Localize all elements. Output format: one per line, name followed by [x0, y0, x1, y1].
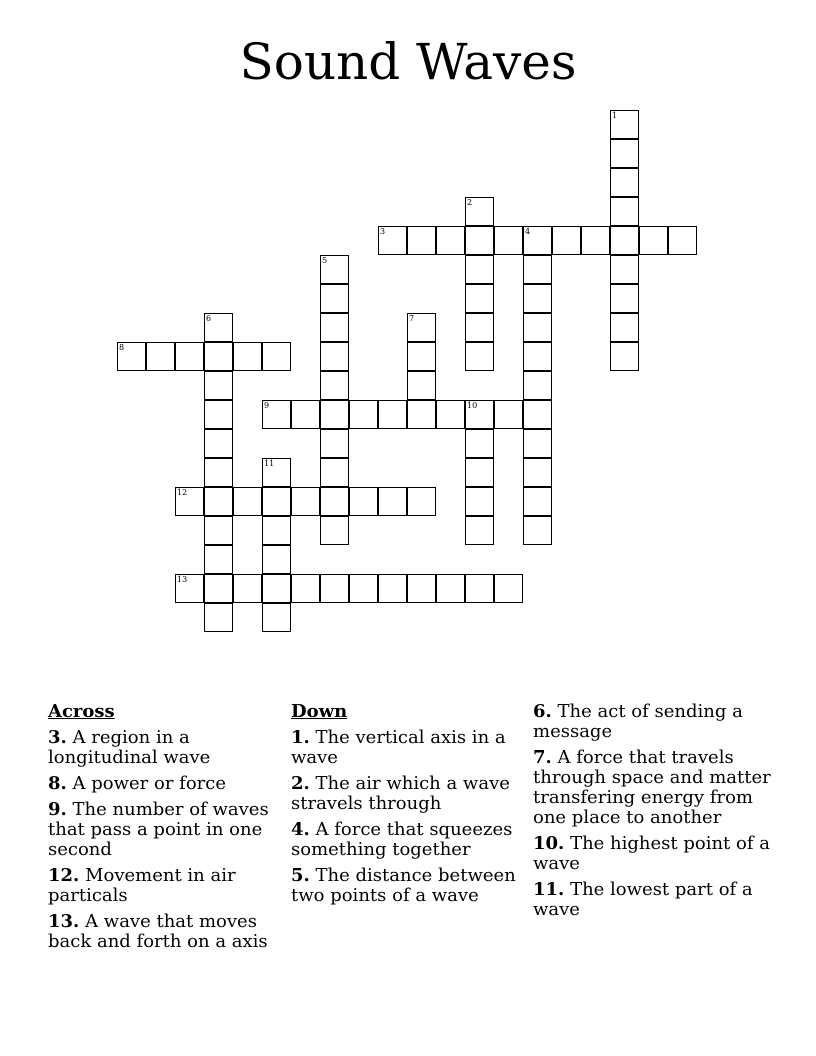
grid-cell[interactable]: [523, 255, 552, 284]
grid-cell[interactable]: [378, 574, 407, 603]
grid-cell[interactable]: [407, 371, 436, 400]
grid-cell[interactable]: [407, 574, 436, 603]
cell-number: 1: [612, 111, 618, 120]
grid-cell[interactable]: [465, 574, 494, 603]
grid-cell[interactable]: [436, 574, 465, 603]
cell-number: 3: [380, 227, 386, 236]
puzzle-title: Sound Waves: [239, 33, 577, 91]
grid-cell[interactable]: [233, 342, 262, 371]
clue-down-6: 6. The act of sending a message: [533, 701, 743, 742]
cell-number: 7: [409, 314, 415, 323]
grid-cell[interactable]: [465, 197, 494, 226]
clue-down-1: 1. The vertical axis in a wave: [291, 727, 506, 768]
grid-cell[interactable]: [233, 487, 262, 516]
grid-cell[interactable]: [117, 342, 146, 371]
grid-cell[interactable]: [233, 574, 262, 603]
grid-cell[interactable]: [349, 487, 378, 516]
grid-cell[interactable]: [204, 487, 233, 516]
grid-cell[interactable]: [204, 545, 233, 574]
grid-cell[interactable]: [204, 371, 233, 400]
grid-cell[interactable]: [610, 284, 639, 313]
grid-cell[interactable]: [465, 487, 494, 516]
grid-cell[interactable]: [262, 545, 291, 574]
grid-cell[interactable]: [465, 516, 494, 545]
grid-cell[interactable]: [465, 342, 494, 371]
grid-cell[interactable]: [320, 371, 349, 400]
grid-cell[interactable]: [291, 487, 320, 516]
clue-down-10: 10. The highest point of a wave: [533, 833, 770, 874]
clue-across-8: 8. A power or force: [48, 773, 226, 794]
grid-cell[interactable]: [523, 371, 552, 400]
grid-cell[interactable]: [465, 429, 494, 458]
cell-number: 13: [177, 575, 188, 584]
grid-cell[interactable]: [175, 487, 204, 516]
cell-number: 11: [264, 459, 275, 468]
cell-number: 5: [322, 256, 328, 265]
grid-cell[interactable]: [320, 313, 349, 342]
grid-cell[interactable]: [610, 342, 639, 371]
grid-cell[interactable]: [407, 342, 436, 371]
grid-cell[interactable]: [407, 487, 436, 516]
grid-cell[interactable]: [204, 574, 233, 603]
grid-cell[interactable]: [523, 400, 552, 429]
grid-cell[interactable]: [320, 284, 349, 313]
grid-cell[interactable]: [262, 516, 291, 545]
across-clues: [48, 702, 280, 958]
grid-cell[interactable]: [465, 458, 494, 487]
grid-cell[interactable]: [204, 516, 233, 545]
grid-cell[interactable]: [407, 313, 436, 342]
grid-cell[interactable]: [668, 226, 697, 255]
grid-cell[interactable]: [407, 400, 436, 429]
cell-number: 4: [525, 227, 531, 236]
grid-cell[interactable]: [610, 255, 639, 284]
cell-number: 6: [206, 314, 212, 323]
grid-cell[interactable]: [610, 139, 639, 168]
grid-cell[interactable]: [262, 487, 291, 516]
down-clues-continued: [533, 702, 773, 926]
grid-cell[interactable]: [581, 226, 610, 255]
grid-cell[interactable]: [523, 458, 552, 487]
grid-cell[interactable]: [523, 516, 552, 545]
grid-cell[interactable]: [523, 342, 552, 371]
grid-cell[interactable]: [378, 226, 407, 255]
grid-cell[interactable]: [262, 458, 291, 487]
grid-cell[interactable]: [378, 487, 407, 516]
grid-cell[interactable]: [639, 226, 668, 255]
cell-number: 9: [264, 401, 270, 410]
grid-cell[interactable]: [436, 226, 465, 255]
grid-cell[interactable]: [204, 458, 233, 487]
grid-cell[interactable]: [262, 400, 291, 429]
grid-cell[interactable]: [349, 400, 378, 429]
grid-cell[interactable]: [175, 574, 204, 603]
grid-cell[interactable]: [465, 226, 494, 255]
grid-cell[interactable]: [378, 400, 407, 429]
grid-cell[interactable]: [610, 110, 639, 139]
grid-cell[interactable]: [320, 574, 349, 603]
clue-across-3: 3. A region in a longitudinal wave: [48, 727, 211, 768]
clue-down-5: 5. The distance between two points of a wave: [291, 865, 516, 906]
grid-cell[interactable]: [494, 400, 523, 429]
grid-cell[interactable]: [610, 226, 639, 255]
grid-cell[interactable]: [494, 574, 523, 603]
cell-number: 10: [467, 401, 478, 410]
grid-cell[interactable]: [523, 429, 552, 458]
grid-cell[interactable]: [523, 226, 552, 255]
grid-cell[interactable]: [320, 458, 349, 487]
grid-cell[interactable]: [320, 429, 349, 458]
clue-across-12: 12. Movement in air particals: [48, 865, 236, 906]
grid-cell[interactable]: [146, 342, 175, 371]
grid-cell[interactable]: [465, 284, 494, 313]
grid-cell[interactable]: [436, 400, 465, 429]
clue-down-4: 4. A force that squeezes something together: [291, 819, 513, 860]
grid-cell[interactable]: [291, 574, 320, 603]
grid-cell[interactable]: [610, 168, 639, 197]
grid-cell[interactable]: [320, 255, 349, 284]
grid-cell[interactable]: [204, 603, 233, 632]
grid-cell[interactable]: [320, 400, 349, 429]
grid-cell[interactable]: [204, 429, 233, 458]
grid-cell[interactable]: [610, 197, 639, 226]
down-clues: [291, 702, 523, 912]
grid-cell[interactable]: [291, 400, 320, 429]
grid-cell[interactable]: [523, 487, 552, 516]
grid-cell[interactable]: [465, 400, 494, 429]
clue-across-13: 13. A wave that moves back and forth on a axis: [48, 911, 268, 952]
grid-cell[interactable]: [204, 342, 233, 371]
clue-down-7: 7. A force that travels through space and matter transfering energy from one place to another: [533, 747, 771, 828]
clue-down-2: 2. The air which a wave stravels through: [291, 773, 510, 814]
cell-number: 2: [467, 198, 473, 207]
cell-number: 12: [177, 488, 188, 497]
grid-cell[interactable]: [320, 342, 349, 371]
clue-across-9: 9. The number of waves that pass a point in one second: [48, 799, 269, 860]
down-heading: Down: [291, 701, 348, 722]
grid-cell[interactable]: [610, 313, 639, 342]
grid-cell[interactable]: [262, 342, 291, 371]
grid-cell[interactable]: [320, 516, 349, 545]
grid-cell[interactable]: [465, 313, 494, 342]
grid-cell[interactable]: [204, 400, 233, 429]
grid-cell[interactable]: [349, 574, 378, 603]
grid-cell[interactable]: [465, 255, 494, 284]
clue-down-11: 11. The lowest part of a wave: [533, 879, 753, 920]
grid-cell[interactable]: [320, 487, 349, 516]
grid-cell[interactable]: [407, 226, 436, 255]
grid-cell[interactable]: [523, 313, 552, 342]
grid-cell[interactable]: [175, 342, 204, 371]
across-heading: Across: [48, 701, 115, 722]
cell-number: 8: [119, 343, 125, 352]
grid-cell[interactable]: [262, 574, 291, 603]
grid-cell[interactable]: [523, 284, 552, 313]
grid-cell[interactable]: [494, 226, 523, 255]
grid-cell[interactable]: [552, 226, 581, 255]
grid-cell[interactable]: [204, 313, 233, 342]
grid-cell[interactable]: [262, 603, 291, 632]
